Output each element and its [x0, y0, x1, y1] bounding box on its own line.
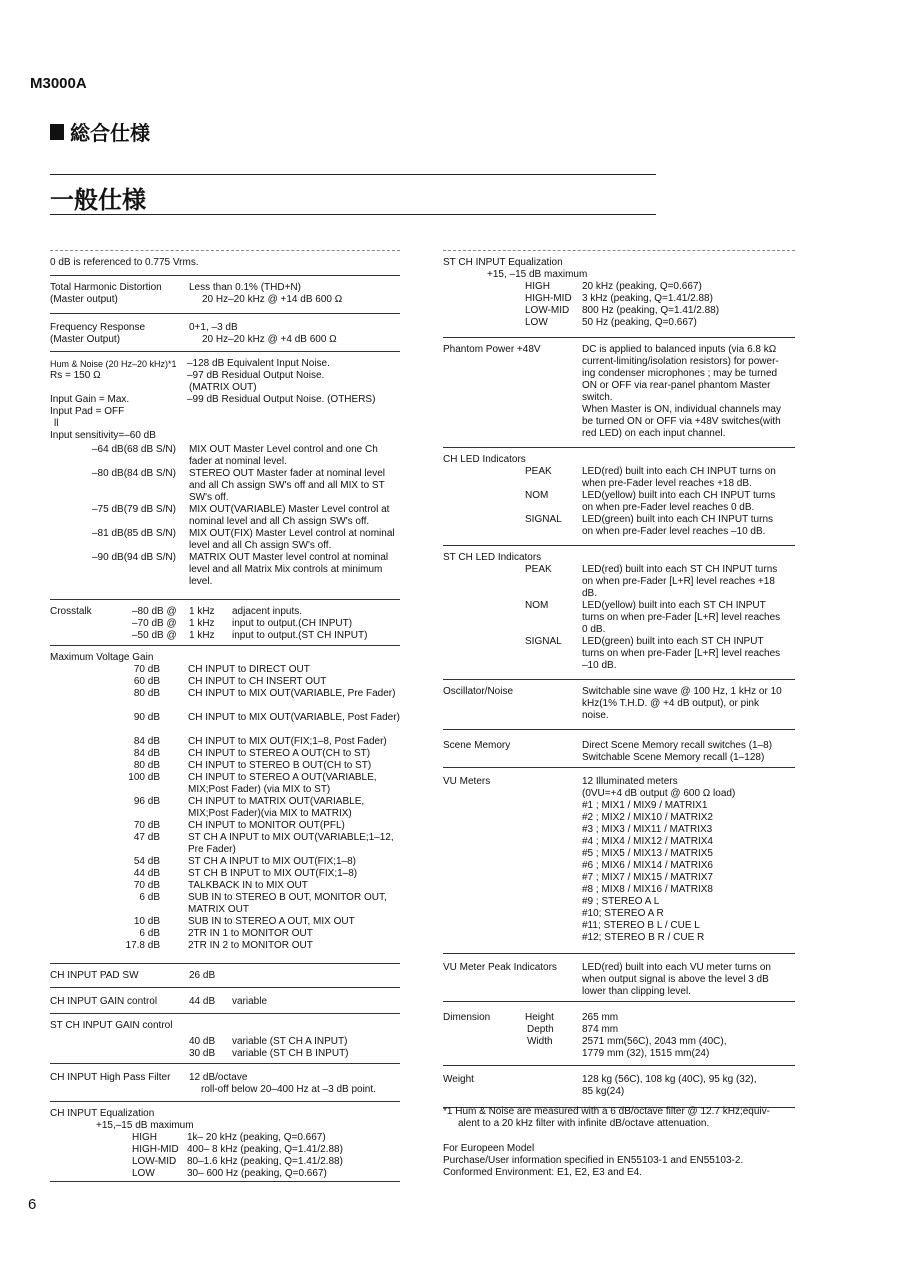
noise-level: –75 dB(79 dB S/N)	[92, 504, 176, 515]
eq-band-value: 400– 8 kHz (peaking, Q=1.41/2.88)	[187, 1144, 343, 1155]
gain-value: 60 dB	[133, 676, 160, 687]
eq-band-value: 30– 600 Hz (peaking, Q=0.667)	[187, 1168, 327, 1179]
gain-desc: CH INPUT to MIX OUT(VARIABLE, Post Fader)	[188, 712, 400, 723]
pad-sw-value: 26 dB	[189, 970, 216, 981]
vu-peak-row	[443, 954, 795, 1002]
st-eq-band: LOW-MID	[525, 305, 570, 316]
gain-value: 84 dB	[133, 736, 160, 747]
eq-range: +15,–15 dB maximum	[96, 1120, 194, 1131]
footnote-line: alent to a 20 kHz filter with infinite dB/octave attenuation.	[458, 1118, 710, 1129]
euro-line: Conformed Environment: E1, E2, E3 and E4.	[443, 1167, 642, 1178]
vu-label: VU Meters	[443, 776, 491, 787]
section-title	[50, 117, 150, 146]
dim-depth-label: Depth	[527, 1024, 554, 1035]
gain-desc: CH INPUT to DIRECT OUT	[188, 664, 310, 675]
weight-row	[443, 1066, 795, 1108]
led-name: PEAK	[525, 466, 552, 477]
crosstalk-freq: 1 kHz	[189, 630, 215, 641]
vu-line: #3 ; MIX3 / MIX11 / MATRIX3	[582, 824, 713, 835]
left-spec-column	[50, 250, 400, 1182]
st-gain-control-row	[50, 1014, 400, 1064]
phantom-line: DC is applied to balanced inputs (via 6.8 kΩ	[582, 344, 777, 355]
freq-value: 0+1, –3 dB	[189, 322, 238, 333]
general-spec-title: 一般仕様	[50, 186, 146, 214]
led-desc: LED(red) built into each CH INPUT turns on	[582, 466, 776, 477]
phantom-line: red LED) on each input channel.	[582, 428, 726, 439]
page-number: 6	[28, 1196, 37, 1213]
crosstalk-freq: 1 kHz	[189, 606, 215, 617]
dim-width-value: 2571 mm(56C), 2043 mm (40C),	[582, 1036, 727, 1047]
scene-memory-row	[443, 730, 795, 768]
thd-row	[50, 276, 400, 314]
vu-line: #9 ; STEREO A L	[582, 896, 660, 907]
phantom-line: current-limiting/isolation resistors) for power-	[582, 356, 779, 367]
dimension-label: Dimension	[443, 1012, 491, 1023]
noise-residual-matrix: –97 dB Residual Output Noise.	[187, 370, 325, 381]
noise-desc: MIX OUT(VARIABLE) Master Level control at nominal level and all Ch assign SW's off.	[189, 504, 390, 527]
vu-line: 12 Illuminated meters	[582, 776, 678, 787]
vu-peak-desc: lower than clipping level.	[582, 986, 691, 997]
noise-rs: Rs = 150 Ω	[50, 370, 101, 381]
vu-line: #4 ; MIX4 / MIX12 / MATRIX4	[582, 836, 713, 847]
hpf-value-sub: roll-off below 20–400 Hz at –3 dB point.	[201, 1084, 376, 1095]
st-eq-range: +15, –15 dB maximum	[487, 269, 588, 280]
scene-desc: Switchable Scene Memory recall (1–128)	[582, 752, 765, 763]
gain-desc: CH INPUT to MONITOR OUT(PFL)	[188, 820, 345, 831]
eq-band-value: 80–1.6 kHz (peaking, Q=1.41/2.88)	[187, 1156, 343, 1167]
dim-height-label: Height	[525, 1012, 554, 1023]
vu-peak-desc: LED(red) built into each VU meter turns on	[582, 962, 771, 973]
gain-value: 84 dB	[133, 748, 160, 759]
gain-desc: TALKBACK IN to MIX OUT	[188, 880, 308, 891]
st-eq-row	[443, 250, 795, 338]
vu-peak-desc: when output signal is above the level 3 dB	[582, 974, 769, 985]
crosstalk-row	[50, 600, 400, 646]
gain-desc: ST CH A INPUT to MIX OUT(VARIABLE;1–12, Pre Fader)	[188, 832, 394, 855]
gain-desc: CH INPUT to MIX OUT(FIX;1–8, Post Fader)	[188, 736, 387, 747]
noise-level: –81 dB(85 dB S/N)	[92, 528, 176, 539]
eq-band: LOW-MID	[132, 1156, 177, 1167]
crosstalk-db: –70 dB @	[132, 618, 177, 629]
vu-peak-label: VU Meter Peak Indicators	[443, 962, 557, 973]
led-name: SIGNAL	[525, 636, 562, 647]
thd-label: Total Harmonic Distortion	[50, 282, 162, 293]
noise-level: –90 dB(94 dB S/N)	[92, 552, 176, 563]
gain-value: 80 dB	[133, 760, 160, 771]
led-desc: turns on when pre-Fader [L+R] level reaches	[582, 648, 781, 659]
vu-meters-row	[443, 768, 795, 954]
noise-level: –64 dB(68 dB S/N)	[92, 444, 176, 455]
hpf-label: CH INPUT High Pass Filter	[50, 1072, 171, 1083]
right-spec-column	[443, 250, 795, 1108]
reference-text: 0 dB is referenced to 0.775 Vrms.	[50, 257, 199, 268]
freq-value-sub: 20 Hz–20 kHz @ +4 dB 600 Ω	[202, 334, 337, 345]
crosstalk-db: –50 dB @	[132, 630, 177, 641]
vu-line: #7 ; MIX7 / MIX15 / MATRIX7	[582, 872, 713, 883]
crosstalk-freq: 1 kHz	[189, 618, 215, 629]
phantom-row	[443, 338, 795, 448]
gain-desc: CH INPUT to MIX OUT(VARIABLE, Pre Fader)	[188, 688, 396, 699]
led-desc: LED(yellow) built into each CH INPUT turns	[582, 490, 776, 501]
thd-value-sub: 20 Hz–20 kHz @ +14 dB 600 Ω	[202, 294, 343, 305]
vu-line: #2 ; MIX2 / MIX10 / MATRIX2	[582, 812, 713, 823]
led-desc: –10 dB.	[582, 660, 617, 671]
gain-value: 90 dB	[133, 712, 160, 723]
gain-value: 6 dB	[139, 892, 160, 903]
led-name: PEAK	[525, 564, 552, 575]
freq-label-sub: (Master Output)	[50, 334, 121, 345]
gain-control-note: variable	[232, 996, 268, 1007]
euro-line: Purchase/User information specified in EN55103-1 and EN55103-2.	[443, 1155, 744, 1166]
gain-desc: CH INPUT to STEREO A OUT(VARIABLE, MIX;Post Fader) (via MIX to ST)	[188, 772, 377, 795]
noise-desc: MIX OUT(FIX) Master Level control at nominal level and all Ch assign SW's off.	[189, 528, 395, 551]
st-eq-band: HIGH	[525, 281, 550, 292]
footnote-line: *1 Hum & Noise are measured with a 6 dB/octave filter @ 12.7 kHz;equiv-	[443, 1106, 770, 1117]
led-name: NOM	[525, 600, 549, 611]
hum-noise-row	[50, 352, 400, 600]
noise-desc: MIX OUT Master Level control and one Ch fader at nominal level.	[189, 444, 378, 467]
pad-sw-label: CH INPUT PAD SW	[50, 970, 139, 981]
square-bullet-icon	[50, 124, 64, 140]
st-eq-band: LOW	[525, 317, 548, 328]
st-led-row	[443, 546, 795, 680]
st-gain-note: variable (ST CH A INPUT)	[232, 1036, 348, 1047]
crosstalk-desc: adjacent inputs.	[232, 606, 303, 617]
phantom-line: be turned ON or OFF via +48V switches(with	[582, 416, 781, 427]
ch-eq-row	[50, 1102, 400, 1182]
gain-desc: CH INPUT to MATRIX OUT(VARIABLE, MIX;Post Fader)(via MIX to MATRIX)	[188, 796, 365, 819]
eq-band: HIGH-MID	[132, 1144, 179, 1155]
crosstalk-desc: input to output.(ST CH INPUT)	[232, 630, 368, 641]
freq-label: Frequency Response	[50, 322, 146, 333]
gain-value: 17.8 dB	[125, 940, 160, 951]
ch-led-label: CH LED Indicators	[443, 454, 526, 465]
gain-desc: CH INPUT to STEREO A OUT(CH to ST)	[188, 748, 371, 759]
phantom-line: ing condenser microphones ; may be turned	[582, 368, 778, 379]
led-desc: on when pre-Fader level reaches –10 dB.	[582, 526, 766, 537]
noise-label: Hum & Noise (20 Hz–20 kHz)*1	[50, 359, 177, 369]
weight-label: Weight	[443, 1074, 474, 1085]
vu-line: #1 ; MIX1 / MIX9 / MATRIX1	[582, 800, 708, 811]
led-desc: dB.	[582, 588, 598, 599]
european-notice	[443, 1143, 743, 1179]
vu-line: #10; STEREO A R	[582, 908, 664, 919]
st-eq-band: HIGH-MID	[525, 293, 572, 304]
st-gain-value: 40 dB	[189, 1036, 216, 1047]
gain-value: 47 dB	[133, 832, 160, 843]
gain-value: 96 dB	[133, 796, 160, 807]
led-desc: on when pre-Fader level reaches 0 dB.	[582, 502, 755, 513]
max-voltage-gain-row	[50, 646, 400, 964]
pad-sw-row	[50, 964, 400, 988]
vu-line: #11; STEREO B L / CUE L	[582, 920, 700, 931]
gain-desc: CH INPUT to CH INSERT OUT	[188, 676, 327, 687]
noise-ein: –128 dB Equivalent Input Noise.	[187, 358, 330, 369]
euro-line: For Europeen Model	[443, 1143, 535, 1154]
osc-desc: kHz(1% T.H.D. @ +4 dB output), or pink	[582, 698, 759, 709]
dim-depth-value: 874 mm	[582, 1024, 619, 1035]
reference-row	[50, 250, 400, 276]
st-eq-label: ST CH INPUT Equalization	[443, 257, 563, 268]
led-desc: 0 dB.	[582, 624, 606, 635]
gain-value: 54 dB	[133, 856, 160, 867]
weight-value: 128 kg (56C), 108 kg (40C), 95 kg (32),	[582, 1074, 757, 1085]
gain-value: 70 dB	[133, 664, 160, 675]
eq-band: LOW	[132, 1168, 155, 1179]
phantom-label: Phantom Power +48V	[443, 344, 541, 355]
gain-desc: SUB IN to STEREO B OUT, MONITOR OUT, MATRIX OUT	[188, 892, 387, 915]
led-desc: LED(green) built into each ST CH INPUT	[582, 636, 764, 647]
gain-value: 70 dB	[133, 820, 160, 831]
gain-value: 100 dB	[128, 772, 160, 783]
vu-line: #5 ; MIX5 / MIX13 / MATRIX5	[582, 848, 713, 859]
led-desc: LED(red) built into each ST CH INPUT turns	[582, 564, 778, 575]
gain-value: 44 dB	[133, 868, 160, 879]
freq-response-row	[50, 314, 400, 352]
osc-desc: noise.	[582, 710, 609, 721]
weight-value: 85 kg(24)	[582, 1086, 625, 1097]
st-gain-note: variable (ST CH B INPUT)	[232, 1048, 349, 1059]
ch-led-row	[443, 448, 795, 546]
eq-band: HIGH	[132, 1132, 157, 1143]
divider	[50, 214, 656, 215]
gain-value: 70 dB	[133, 880, 160, 891]
thd-value: Less than 0.1% (THD+N)	[189, 282, 301, 293]
vu-line: #6 ; MIX6 / MIX14 / MATRIX6	[582, 860, 713, 871]
thd-label-sub: (Master output)	[50, 294, 118, 305]
gain-desc: ST CH A INPUT to MIX OUT(FIX;1–8)	[188, 856, 357, 867]
osc-label: Oscillator/Noise	[443, 686, 514, 697]
gain-value: 6 dB	[139, 928, 160, 939]
divider	[50, 174, 656, 175]
gain-control-row	[50, 988, 400, 1014]
scene-label: Scene Memory	[443, 740, 511, 751]
gain-desc: CH INPUT to STEREO B OUT(CH to ST)	[188, 760, 372, 771]
noise-residual-others: –99 dB Residual Output Noise. (OTHERS)	[187, 394, 376, 405]
led-desc: LED(green) built into each CH INPUT turns	[582, 514, 774, 525]
dimension-row	[443, 1002, 795, 1066]
crosstalk-desc: input to output.(CH INPUT)	[232, 618, 353, 629]
st-eq-value: 50 Hz (peaking, Q=0.667)	[582, 317, 697, 328]
noise-matrix-out: (MATRIX OUT)	[189, 382, 257, 393]
maxgain-label: Maximum Voltage Gain	[50, 652, 154, 663]
noise-pad: Input Pad = OFF	[50, 406, 125, 417]
hpf-row	[50, 1064, 400, 1102]
led-name: SIGNAL	[525, 514, 562, 525]
noise-desc: MATRIX OUT Master level control at nominal level and all Matrix Mix controls at minimum level.	[189, 552, 389, 587]
gain-value: 80 dB	[133, 688, 160, 699]
dim-width-label: Width	[527, 1036, 553, 1047]
gain-value: 10 dB	[133, 916, 160, 927]
noise-gain: Input Gain = Max.	[50, 394, 130, 405]
noise-sensitivity: Input sensitivity=–60 dB	[50, 430, 156, 441]
gain-control-label: CH INPUT GAIN control	[50, 996, 158, 1007]
led-name: NOM	[525, 490, 549, 501]
st-eq-value: 20 kHz (peaking, Q=0.667)	[582, 281, 702, 292]
led-desc: LED(yellow) built into each ST CH INPUT	[582, 600, 766, 611]
footnote	[443, 1106, 770, 1130]
vu-line: (0VU=+4 dB output @ 600 Ω load)	[582, 788, 736, 799]
scene-desc: Direct Scene Memory recall switches (1–8)	[582, 740, 773, 751]
phantom-line: ON or OFF via rear-panel phantom Master	[582, 380, 771, 391]
st-led-label: ST CH LED Indicators	[443, 552, 542, 563]
gain-control-value: 44 dB	[189, 996, 216, 1007]
eq-band-value: 1k– 20 kHz (peaking, Q=0.667)	[187, 1132, 326, 1143]
phantom-line: When Master is ON, individual channels may	[582, 404, 781, 415]
noise-desc: STEREO OUT Master fader at nominal level and all Ch assign SW's off and all MIX to ST SW's off.	[189, 468, 385, 503]
st-gain-value: 30 dB	[189, 1048, 216, 1059]
crosstalk-label: Crosstalk	[50, 606, 92, 617]
led-desc: when pre-Fader level reaches +18 dB.	[582, 478, 752, 489]
crosstalk-db: –80 dB @	[132, 606, 177, 617]
led-desc: on when pre-Fader [L+R] level reaches +18	[582, 576, 775, 587]
vu-line: #8 ; MIX8 / MIX16 / MATRIX8	[582, 884, 713, 895]
section-title-text: 総合仕様	[70, 121, 150, 145]
hpf-value: 12 dB/octave	[189, 1072, 248, 1083]
osc-desc: Switchable sine wave @ 100 Hz, 1 kHz or 10	[582, 686, 782, 697]
st-gain-label: ST CH INPUT GAIN control	[50, 1020, 173, 1031]
st-eq-value: 800 Hz (peaking, Q=1.41/2.88)	[582, 305, 720, 316]
gain-desc: 2TR IN 1 to MONITOR OUT	[188, 928, 313, 939]
gain-desc: ST CH B INPUT to MIX OUT(FIX;1–8)	[188, 868, 358, 879]
oscillator-row	[443, 680, 795, 730]
vu-line: #12; STEREO B R / CUE R	[582, 932, 705, 943]
dim-width-value: 1779 mm (32), 1515 mm(24)	[582, 1048, 710, 1059]
model-name: M3000A	[30, 75, 87, 92]
gain-desc: SUB IN to STEREO A OUT, MIX OUT	[188, 916, 355, 927]
gain-desc: 2TR IN 2 to MONITOR OUT	[188, 940, 313, 951]
led-desc: turns on when pre-Fader [L+R] level reaches	[582, 612, 781, 623]
st-eq-value: 3 kHz (peaking, Q=1.41/2.88)	[582, 293, 713, 304]
eq-label: CH INPUT Equalization	[50, 1108, 155, 1119]
dim-height-value: 265 mm	[582, 1012, 619, 1023]
noise-mark: ll	[54, 418, 59, 429]
phantom-line: switch.	[582, 392, 613, 403]
noise-level: –80 dB(84 dB S/N)	[92, 468, 176, 479]
